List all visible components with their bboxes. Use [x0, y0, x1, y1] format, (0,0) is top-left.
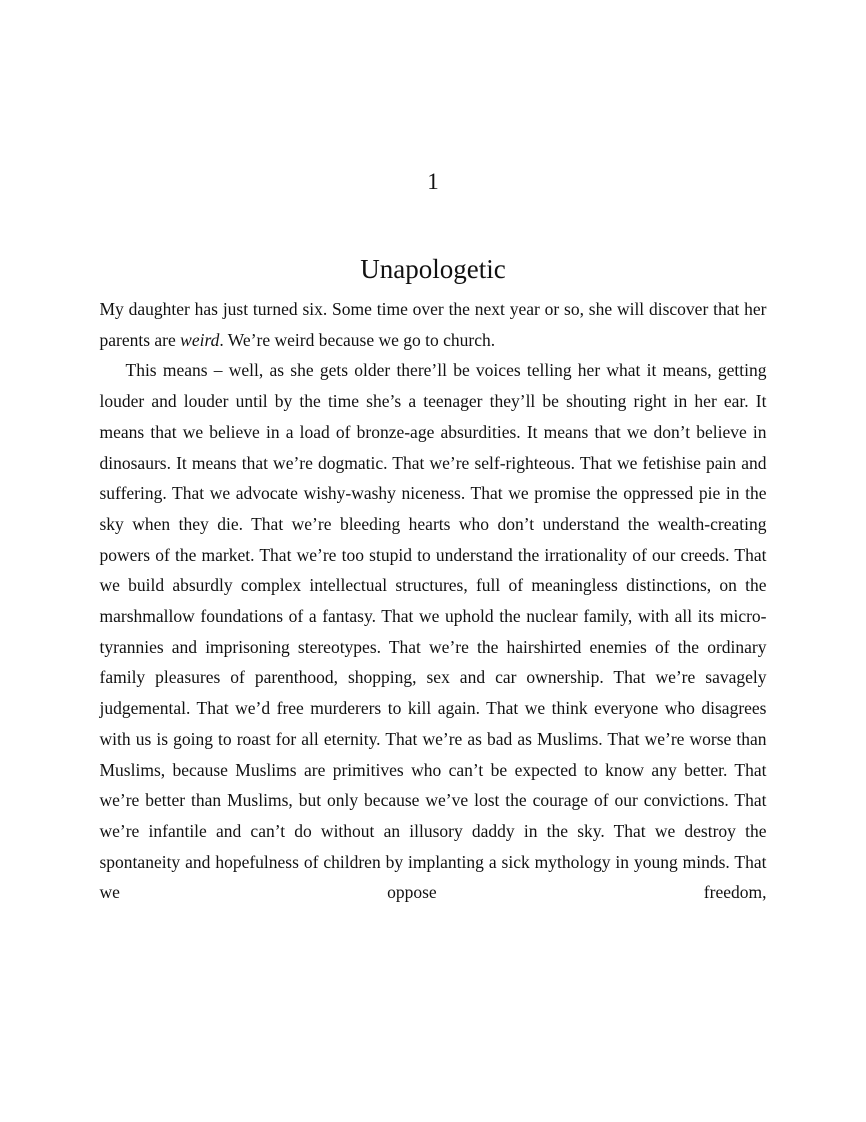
paragraph-opening-italic-word: weird [180, 329, 220, 350]
paragraph-opening-text-before: My daughter has just turned six. Some time over the next year or so, she will discover that her parents are [99, 299, 767, 350]
chapter-number: 1 [427, 169, 439, 194]
paragraph-opening [100, 294, 767, 355]
paragraph-opening-text-after: . We’re weird because we go to church. [219, 329, 496, 350]
chapter-title: Unapologetic [360, 254, 506, 284]
body-text [100, 294, 767, 908]
paragraph-main: This means – well, as she gets older there’ll be voices telling her what it means, getting louder and louder until by the time she’s a teenager they’ll be shouting right in her ear. It means that we believe in a load of bronze-age absurdities. It means that we don’t believe in dinosaurs. It means that we’re dogmatic. That we’re self-righteous. That we fetishise pain and suffering. That we advocate wishy-washy niceness. That we promise the oppressed pie in the sky when they die. That we’re bleeding hearts who don’t understand the wealth-creating powers of the market. That we’re too stupid to understand the irrationality of our creeds. That we build absurdly complex intellectual structures, full of meaningless distinctions, on the marshmallow foundations of a fantasy. That we uphold the nuclear family, with all its micro-tyrannies and imprisoning stereotypes. That we’re the hairshirted enemies of the ordinary family pleasures of parenthood, shopping, sex and car ownership. That we’re savagely judgemental. That we’d free murderers to kill again. That we think everyone who disagrees with us is going to roast for all eternity. That we’re as bad as Muslims. That we’re worse than Muslims, because Muslims are primitives who can’t be expected to know any better. That we’re better than Muslims, but only because we’ve lost the courage of our convictions. That we’re infantile and can’t do without an illusory daddy in the sky. That we destroy the spontaneity and hopefulness of children by implanting a sick mythology in young minds. That we oppose freedom, [99, 360, 767, 903]
